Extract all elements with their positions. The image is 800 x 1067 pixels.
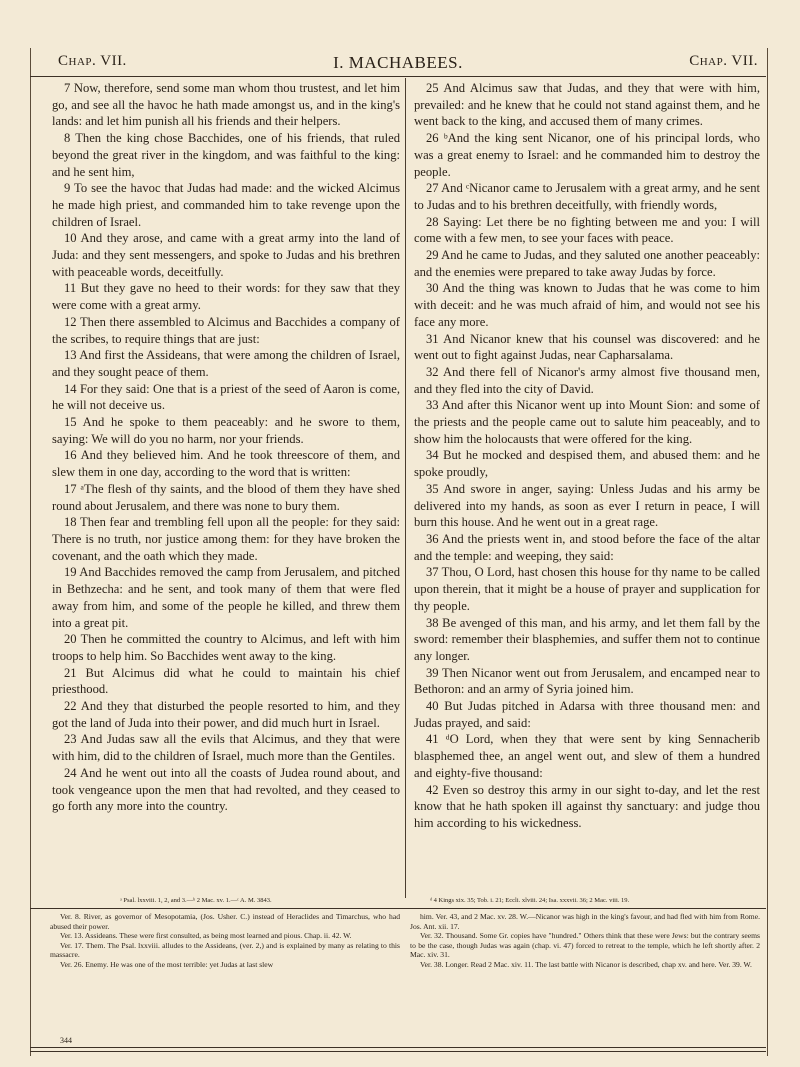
verse: 39 Then Nicanor went out from Jerusalem, and encamped near to Bethoron: and an army of Syria joined him. [414,665,760,697]
verse: 24 And he went out into all the coasts of Judea round about, and took vengeance upon the men that had revolted, and they ceased to go forth any more into the country. [52,765,400,814]
verse: 17 ᵃThe flesh of thy saints, and the blood of them they have shed round about Jerusalem, and there was none to bury them. [52,481,400,513]
verse: 19 And Bacchides removed the camp from Jerusalem, and pitched in Bethzecha: and he sent, and took many of them that were fled away from him, and some of the people he killed, and threw them into a great pit. [52,565,400,630]
verse: 12 Then there assembled to Alcimus and Bacchides a company of the scribes, to require things that are just: [52,314,400,346]
note: Ver. 8. River, as governor of Mesopotamia, (Jos. Usher. C.) instead of Heraclides and Timarchus, who had abused their power. [50,912,400,931]
right-column [414,80,760,832]
bottom-rule-double [30,1051,766,1052]
chapter-label-right: Chap. VII. [689,53,758,69]
note: Ver. 32. Thousand. Some Gr. copies have "hundred." Others think that these were Jews: but the contrary seems to be the case, though Judas was again (chap. vi. 47) forced to retreat to the temple, which he left shortly after. 2 Mac. xiv. 31. [410,931,760,960]
left-column [52,80,400,815]
verse: 7 Now, therefore, send some man whom thou trustest, and let him go, and see all the havoc he hath made amongst us, and in the king's lands: and let him punish all his friends and their helpers. [52,81,400,129]
verse: 34 But he mocked and despised them, and abused them: and he spoke proudly, [414,448,760,480]
note: Ver. 38. Longer. Read 2 Mac. xiv. 11. The last battle with Nicanor is described, chap xv. and here. Ver. 39. W. [420,959,752,969]
verse: 8 Then the king chose Bacchides, one of his friends, that ruled beyond the great river in the kingdom, and was faithful to the king: and he sent him, [52,131,400,179]
book-title: I. MACHABEES. [333,53,463,72]
note: Ver. 26. Enemy. He was one of the most terrible: yet Judas at last slew [60,959,274,969]
verse: 16 And they believed him. And he took threescore of them, and slew them in one day, according to the word that is written: [52,448,400,480]
verse: 9 To see the havoc that Judas had made: and the wicked Alcimus he made high priest, and commanded him to take revenge upon the children of Israel. [52,181,400,229]
verse: 11 But they gave no heed to their words: for they saw that they were come with a great army. [52,281,400,313]
page-number: 344 [60,1036,72,1045]
verse: 20 Then he committed the country to Alcimus, and left with him troops to help him. So Bacchides went away to the king. [52,632,400,663]
verse: 28 Saying: Let there be no fighting between me and you: I will come with a few men, to see your faces with peace. [414,214,760,246]
cross-references-right: ᵈ 4 Kings xix. 35; Tob. i. 21; Eccli. xlviii. 24; Isa. xxxvii. 36; 2 Mac. viii. 19. [430,897,630,904]
verse: 21 But Alcimus did what he could to maintain his chief priesthood. [52,665,400,697]
note: him. Ver. 43, and 2 Mac. xv. 28. W.—Nicanor was high in the king's favour, and had fled with him from Rome. Jos. Ant. xii. 17. [410,912,760,931]
page-header [30,50,766,77]
verse: 13 And first the Assideans, that were among the children of Israel, and they sought peace of them. [52,348,400,379]
verse: 15 And he spoke to them peaceably: and he swore to them, saying: We will do you no harm, nor your friends. [52,415,400,446]
verse: 42 Even so destroy this army in our sight to-day, and let the rest know that he hath spoken ill against thy sanctuary: and judge thou him according to his wickedness. [414,782,760,830]
verse: 29 And he came to Judas, and they saluted one another peaceably: and the enemies were prepared to take away Judas by force. [414,248,760,279]
verse: 40 But Judas pitched in Adarsa with three thousand men: and Judas prayed, and said: [414,699,760,730]
notes-left [50,912,400,970]
verse: 22 And they that disturbed the people resorted to him, and they got the land of Juda into their power, and did much hurt in Israel. [52,699,400,730]
notes-right [410,912,760,970]
verse: 36 And the priests went in, and stood before the face of the altar and the temple: and weeping, they said: [414,531,760,563]
verse: 41 ᵈO Lord, when they that were sent by king Sennacherib blasphemed thee, an angel went out, and slew of them a hundred and eighty-five thousand: [414,732,760,780]
verse: 25 And Alcimus saw that Judas, and they that were with him, prevailed: and he knew that he could not stand against them, and he went back to the king, and accused them of many crimes. [414,81,760,129]
verse: 14 For they said: One that is a priest of the seed of Aaron is come, he will not deceive us. [52,381,400,413]
note: Ver. 13. Assideans. These were first consulted, as being most learned and pious. Chap. ii. 42. W. [60,931,352,941]
verse: 37 Thou, O Lord, hast chosen this house for thy name to be called upon therein, that it might be a house of prayer and supplication for thy people. [414,565,760,613]
verse: 23 And Judas saw all the evils that Alcimus, and they that were with him, did to the children of Israel, much more than the Gentiles. [52,732,400,764]
verse: 26 ᵇAnd the king sent Nicanor, one of his principal lords, who was a great enemy to Israel: and he commanded him to destroy the people. [414,131,760,179]
verse: 38 Be avenged of this man, and his army, and let them fall by the sword: remember their blasphemies, and suffer them not to continue any longer. [414,615,760,663]
verse: 30 And the thing was known to Judas that he was come to him with deceit: and he was much afraid of him, and would not see his face any more. [414,281,760,329]
note: Ver. 17. Them. The Psal. lxxviii. alludes to the Assideans, (ver. 2,) and is explained by many as relating to this massacre. [50,940,400,960]
column-divider [405,78,406,898]
cross-references-left: ᵃ Psal. lxxviii. 1, 2, and 3.—ᵇ 2 Mac. xv. 1.—ᶜ A. M. 3843. [120,897,272,904]
verse: 32 And there fell of Nicanor's army almost five thousand men, and they fled into the city of David. [414,364,760,396]
notes-rule [30,908,766,909]
verse: 27 And ᶜNicanor came to Jerusalem with a great army, and he sent to Judas and to his brethren deceitfully, with friendly words, [414,181,760,212]
verse: 31 And Nicanor knew that his counsel was discovered: and he went out to fight against Judas, near Capharsalama. [414,331,760,363]
verse: 33 And after this Nicanor went up into Mount Sion: and some of the priests and the people came out to salute him peaceably, and to show him the holocausts that were offered for the king. [414,398,760,446]
bottom-rule [30,1047,766,1048]
chapter-label-left: Chap. VII. [58,53,127,69]
verse: 35 And swore in anger, saying: Unless Judas and his army be delivered into my hands, as soon as ever I return in peace, I will burn this house. And he went out in a great rage. [414,481,760,530]
verse: 10 And they arose, and came with a great army into the land of Juda: and they sent messengers, and spoke to Judas and his brethren with peaceable words, deceitfully. [52,231,400,279]
verse: 18 Then fear and trembling fell upon all the people: for they said: There is no truth, nor justice among them: for they have broken the covenant, and the oath which they made. [52,515,400,563]
